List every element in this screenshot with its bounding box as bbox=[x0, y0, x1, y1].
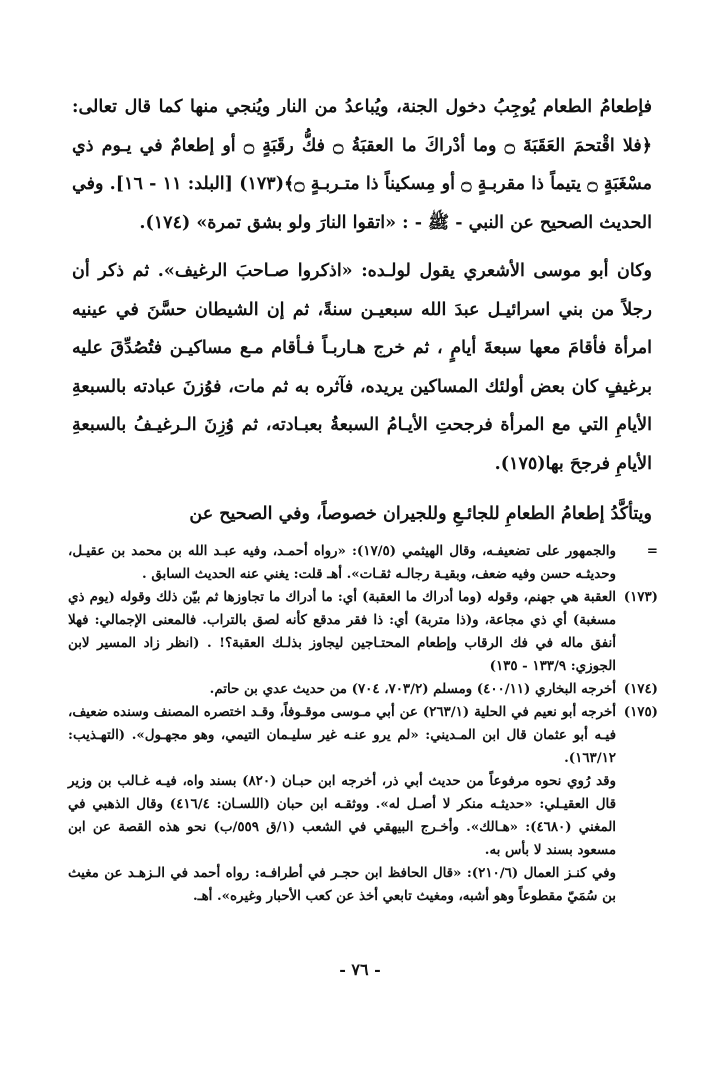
footnote-number bbox=[616, 862, 658, 908]
paragraph-abu-musa: وكان أبو موسى الأشعري يقول لولـده: «اذكروا صـاحبَ الرغيف». ثم ذكر أن رجلاً من بني اسرائيـل عبدَ الله سبعيـن سنةً، ثم إن الشيطان حسَّنَ في عينيه امرأة فأقامَ معها سبعةَ أيامٍ ، ثم خرج هـاربـاً فـأقام مـع مساكيـن فتُصُدِّقَ عليه برغيفٍ كان بعض أولئك المساكين يريده، فآثره به ثم مات، فوُزنَ عبادته بالسبعةِ الأيامِ التي مع المرأة فرجحتِ الأيـامُ السبعةُ بعبـادته، ثم وُزِنَ الـرغيـفُ بالسبعةِ الأيامِ فرجحَ بها(١٧٥). bbox=[72, 261, 652, 474]
footnote-continued bbox=[68, 540, 658, 586]
footnote-number: = bbox=[646, 543, 658, 559]
footnote-text: العقبة هي جهنم، وقوله (وما أدراك ما العقبة) أي: ما أدراك ما تجاوزها ثم بيّن ذلك وقوله (يوم ذي مسغبة) أي ذي مجاعة، و(ذا متربة) أي: ذا فقر مدقع كأنه لصق بالتراب. فالمعنى الإجمالي: فهلا أنفق ماله في فك الرقاب وإطعام المحتـاجين ليجاوز بذلـك العقبة؟! . (انظر زاد المسير لابن الجوزي: ١٣٣/٩ - ١٣٥) bbox=[68, 589, 616, 674]
footnote-174 bbox=[68, 678, 658, 701]
footnote-text: وقد رُوي نحوه مرفوعاً من حديث أبي ذر، أخرجه ابن حبـان (٨٢٠) بسند واه، فيـه غـالب بن وزير قال العقيـلي: «حديثـه منكر لا أصـل له». ووثقـه ابن حبان (اللسـان: ٤١٦/٤) وقال الذهبي في المغني (٤٦٨٠): «هـالك». وأخـرج البيهقي في الشعب (١/ق ٥٥٩/ب) نحو هذه القصة عن ابن مسعود بسند لا بأس به. bbox=[68, 773, 616, 858]
paragraph-feeding: فإطعامُ الطعام يُوجِبُ دخول الجنة، ويُباعدُ من النار ويُنجي منها كما قال تعالى: ﴿فلا اقْتحمَ العَقَبَةَ ۝ وما أدْراكَ ما العقبَةُ ۝ فكُّ رقَبَةٍ ۝ أو إطعامٌ في يـوم ذي مسْغَبَةٍ ۝ يتيماً ذا مقربـةٍ ۝ أو مِسكيناً ذا متـربـةٍ ۝﴾(١٧٣) [البلد: ١١ - ١٦]. وفي الحديث الصحيح عن النبي - ﷺ - : «اتقوا النارَ ولو بشق تمرة» (١٧٤). bbox=[72, 97, 652, 233]
footnote-number: (١٧٥) bbox=[623, 704, 658, 720]
footnote-text: وفي كنـز العمال (٢١٠/٦): «قال الحافظ ابن حجـر في أطرافـه: رواه أحمد في الـزهـد عن مغيث بن سُمَيّ مقطوعاً وهو أشبه، ومغيث تابعي أخذ عن كعب الأحبار وغيره». أهـ. bbox=[68, 865, 617, 904]
footnote-number: (١٧٣) bbox=[623, 589, 658, 605]
footnote-text: أخرجه البخاري (٤٠٠/١١) ومسلم (٧٠٣/٢، ٧٠٤) من حديث عدي بن حاتم. bbox=[209, 681, 616, 697]
footnote-number bbox=[616, 770, 658, 862]
footnote-173 bbox=[68, 586, 658, 678]
footnote-separator bbox=[72, 536, 652, 537]
footnote-175-continuation bbox=[68, 770, 658, 862]
footnote-175 bbox=[68, 701, 658, 770]
footnotes bbox=[68, 540, 658, 908]
footnote-175-kanz bbox=[68, 862, 658, 908]
footnote-number: (١٧٤) bbox=[623, 681, 658, 697]
footnote-text: والجمهور على تضعيفـه، وقال الهيثمي (١٧/٥): «رواه أحمـد، وفيه عبـد الله بن محمد بن عقيـل، وحديثـه حسن وفيه ضعف، وبقيـة رجالـه ثقـات». أهـ قلت: يغني عنه الحديث السابق . bbox=[68, 543, 616, 582]
page-number: - ٧٦ - bbox=[339, 960, 381, 979]
paragraph-neighbors: ويتأكَّدُ إطعامُ الطعامِ للجائـعِ وللجيران خصوصاً، وفي الصحيح عن bbox=[189, 504, 652, 524]
main-text bbox=[72, 88, 652, 534]
footnote-text: أخرجه أبو نعيم في الحلية (٢٦٣/١) عن أبي مـوسى موقـوفاً، وقـد اختصره المصنف وسنده ضعيف، فيـه أبو عثمان قال ابن المـديني: «لم يرو عنـه غير سليـمان التيمي، وهو مجهـول». (التهـذيب: ١٦٣/١٢). bbox=[68, 704, 616, 766]
